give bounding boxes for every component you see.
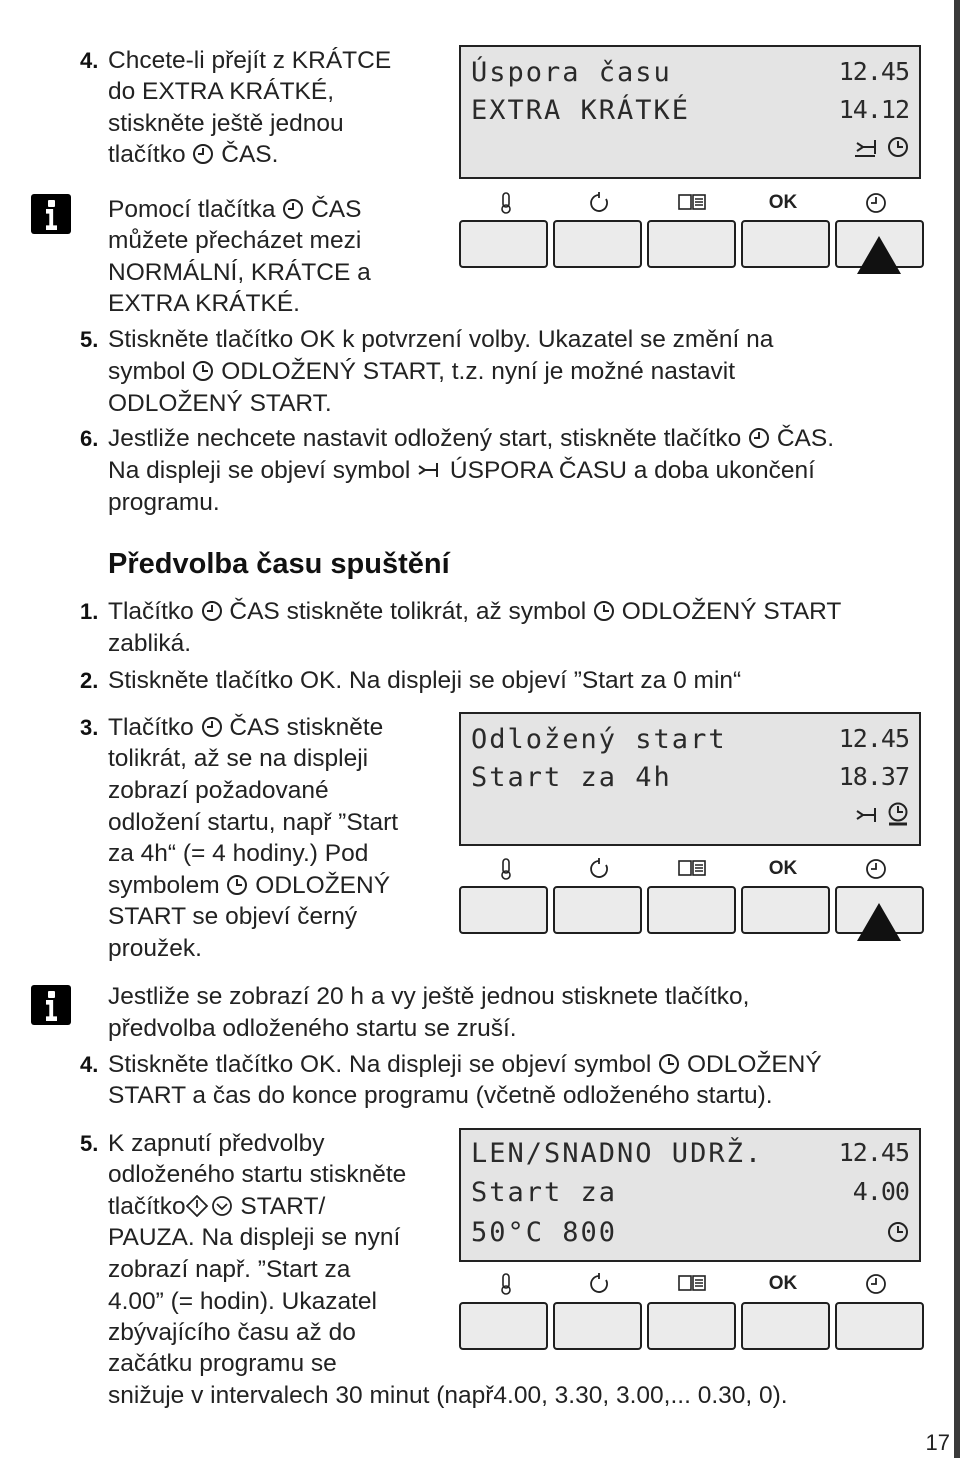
lcd-symbols xyxy=(887,1220,909,1249)
step-number: 4. xyxy=(80,48,99,73)
text-line: START se objeví černý xyxy=(108,903,358,930)
text-line xyxy=(108,139,278,174)
text-part: ČAS. xyxy=(214,141,279,168)
text-line: NORMÁLNÍ, KRÁTCE a xyxy=(108,259,371,286)
press-arrow-icon xyxy=(857,903,901,941)
ok-button[interactable] xyxy=(741,1302,830,1350)
text-part: ÚSPORA ČASU a doba ukončení xyxy=(443,457,815,484)
text-line: ODLOŽENÝ START. xyxy=(108,390,332,417)
text-part: ODLOŽENÝ xyxy=(248,872,391,899)
temperature-button[interactable] xyxy=(459,1302,548,1350)
info-icon xyxy=(31,194,71,234)
text-line: začátku programu se xyxy=(108,1350,337,1377)
spin-icon xyxy=(579,858,619,886)
text-line: předvolba odloženého startu se zruší. xyxy=(108,1015,517,1042)
clock-icon xyxy=(856,858,896,886)
clock-icon xyxy=(856,192,896,220)
clock-icon xyxy=(192,142,214,174)
text-line: PAUZA. Na displeji se nyní xyxy=(108,1224,401,1251)
text-part: Tlačítko xyxy=(108,598,201,625)
options-button[interactable] xyxy=(647,1302,736,1350)
options-button[interactable] xyxy=(647,220,736,268)
lcd-line: Start za 4h xyxy=(471,762,672,793)
text-line: snižuje v intervalech 30 minut (např4.00, 3.30, 3.00,... 0.30, 0). xyxy=(108,1382,788,1409)
ok-label: OK xyxy=(768,858,798,879)
step-number: 1. xyxy=(80,599,99,624)
lcd-display xyxy=(459,1128,921,1262)
clock-icon xyxy=(748,426,770,458)
temperature-button[interactable] xyxy=(459,220,548,268)
delay-clock-icon xyxy=(887,1221,909,1249)
options-button[interactable] xyxy=(647,886,736,934)
lcd-time: 12.45 xyxy=(838,1138,909,1167)
lcd-display xyxy=(459,712,921,846)
book-icon xyxy=(672,858,712,884)
text-line xyxy=(108,870,390,905)
start-pause-icon xyxy=(186,1194,234,1226)
text-line: odložení startu, např ”Start xyxy=(108,809,399,836)
step-number: 5. xyxy=(80,327,99,352)
thermometer-icon xyxy=(486,858,526,886)
text-part: Stiskněte tlačítko OK. Na displeji se objeví symbol xyxy=(108,1051,659,1078)
lcd-line: EXTRA KRÁTKÉ xyxy=(471,95,691,126)
delay-clock-icon xyxy=(887,136,909,164)
spin-button[interactable] xyxy=(553,886,642,934)
text-part: tlačítko xyxy=(108,141,193,168)
text-part: tlačítko xyxy=(108,1193,186,1220)
spin-icon xyxy=(579,1273,619,1301)
text-part: Pomocí tlačítka xyxy=(108,196,283,223)
text-line xyxy=(108,1191,325,1226)
button-icon-row xyxy=(459,1273,923,1297)
text-part: ČAS. xyxy=(770,425,835,452)
press-arrow-icon xyxy=(857,236,901,274)
lcd-time: 12.45 xyxy=(838,724,909,753)
lcd-symbols xyxy=(855,135,909,164)
button-row xyxy=(459,1302,925,1352)
lcd-line: 50°C 800 xyxy=(471,1217,618,1248)
lcd-line: Úspora času xyxy=(471,57,672,88)
lcd-display xyxy=(459,45,921,179)
clock-icon xyxy=(201,599,223,631)
lcd-time: 4.00 xyxy=(852,1177,909,1206)
text-line xyxy=(108,455,815,490)
text-part: symbol xyxy=(108,358,193,385)
delay-clock-icon xyxy=(593,599,615,631)
text-line: Stiskněte tlačítko OK k potvrzení volby. Ukazatel se změní na xyxy=(108,326,774,353)
time-saver-icon xyxy=(855,136,881,164)
text-line xyxy=(108,1049,822,1084)
text-line: zbývajícího času až do xyxy=(108,1319,356,1346)
page-number: 17 xyxy=(925,1430,950,1455)
text-line: za 4h“ (= 4 hodiny.) Pod xyxy=(108,840,369,867)
clock-icon xyxy=(201,715,223,747)
delay-clock-icon xyxy=(658,1052,680,1084)
clock-icon xyxy=(282,197,304,229)
ok-button[interactable] xyxy=(741,886,830,934)
text-part: ODLOŽENÝ START, t.z. nyní je možné nastavit xyxy=(214,358,735,385)
text-part: Tlačítko xyxy=(108,714,201,741)
text-part: ČAS stiskněte xyxy=(222,714,384,741)
lcd-time: 14.12 xyxy=(838,95,909,124)
ok-button[interactable] xyxy=(741,220,830,268)
ok-label: OK xyxy=(768,1273,798,1294)
step-number: 2. xyxy=(80,668,99,693)
delay-clock-icon xyxy=(887,802,909,832)
step-number: 3. xyxy=(80,715,99,740)
text-line xyxy=(108,596,841,631)
button-icon-row xyxy=(459,858,923,882)
text-part: ČAS stiskněte tolikrát, až symbol xyxy=(222,598,593,625)
spin-button[interactable] xyxy=(553,220,642,268)
text-part: Na displeji se objeví symbol xyxy=(108,457,418,484)
section-heading: Předvolba času spuštění xyxy=(108,548,450,580)
text-line: proužek. xyxy=(108,935,202,962)
text-line: do EXTRA KRÁTKÉ, xyxy=(108,78,335,105)
text-line: K zapnutí předvolby xyxy=(108,1130,325,1157)
step-number: 5. xyxy=(80,1131,99,1156)
step-number: 4. xyxy=(80,1052,99,1077)
time-button[interactable] xyxy=(835,1302,924,1350)
thermometer-icon xyxy=(486,192,526,220)
lcd-line: Start za xyxy=(471,1177,618,1208)
text-line: 4.00” (= hodin). Ukazatel xyxy=(108,1288,377,1315)
text-line: tolikrát, až se na displeji xyxy=(108,745,369,772)
time-saver-icon xyxy=(855,804,881,832)
info-icon xyxy=(31,985,71,1025)
button-row xyxy=(459,220,925,270)
text-line: zabliká. xyxy=(108,630,192,657)
text-part: symbolem xyxy=(108,872,227,899)
ok-label: OK xyxy=(768,192,798,213)
spin-icon xyxy=(579,192,619,220)
text-part: Jestliže nechcete nastavit odložený start, stiskněte tlačítko xyxy=(108,425,749,452)
text-line xyxy=(108,194,361,229)
book-icon xyxy=(672,1273,712,1299)
delay-clock-icon xyxy=(192,359,214,391)
clock-icon xyxy=(856,1273,896,1301)
page-edge-bar xyxy=(954,0,960,1458)
delay-clock-icon xyxy=(226,873,248,905)
text-line xyxy=(108,356,735,391)
lcd-time: 12.45 xyxy=(838,57,909,86)
lcd-line: Odložený start xyxy=(471,724,727,755)
text-part: ODLOŽENÝ START xyxy=(614,598,842,625)
text-line: programu. xyxy=(108,489,220,516)
text-part: ČAS xyxy=(304,196,362,223)
text-line: Chcete-li přejít z KRÁTCE xyxy=(108,47,392,74)
text-line xyxy=(108,423,834,458)
text-line: Jestliže se zobrazí 20 h a vy ještě jednou stisknete tlačítko, xyxy=(108,983,750,1010)
text-line xyxy=(108,712,383,747)
thermometer-icon xyxy=(486,1273,526,1301)
text-part: START/ xyxy=(233,1193,326,1220)
time-saver-icon xyxy=(417,458,443,490)
lcd-time: 18.37 xyxy=(838,762,909,791)
text-line: zobrazí např. ”Start za xyxy=(108,1256,351,1283)
text-line: můžete přecházet mezi xyxy=(108,227,362,254)
button-row xyxy=(459,886,925,936)
temperature-button[interactable] xyxy=(459,886,548,934)
book-icon xyxy=(672,192,712,218)
text-line: zobrazí požadované xyxy=(108,777,329,804)
text-line: Stiskněte tlačítko OK. Na displeji se objeví ”Start za 0 min“ xyxy=(108,667,742,694)
button-icon-row xyxy=(459,192,923,216)
lcd-symbols xyxy=(855,802,909,832)
text-line: stiskněte ještě jednou xyxy=(108,110,344,137)
step-number: 6. xyxy=(80,426,99,451)
text-line: odloženého startu stiskněte xyxy=(108,1161,407,1188)
text-part: ODLOŽENÝ xyxy=(680,1051,822,1078)
text-line: EXTRA KRÁTKÉ. xyxy=(108,290,300,317)
spin-button[interactable] xyxy=(553,1302,642,1350)
text-line: START a čas do konce programu (včetně odloženého startu). xyxy=(108,1082,773,1109)
lcd-line: LEN/SNADNO UDRŽ. xyxy=(471,1138,764,1169)
